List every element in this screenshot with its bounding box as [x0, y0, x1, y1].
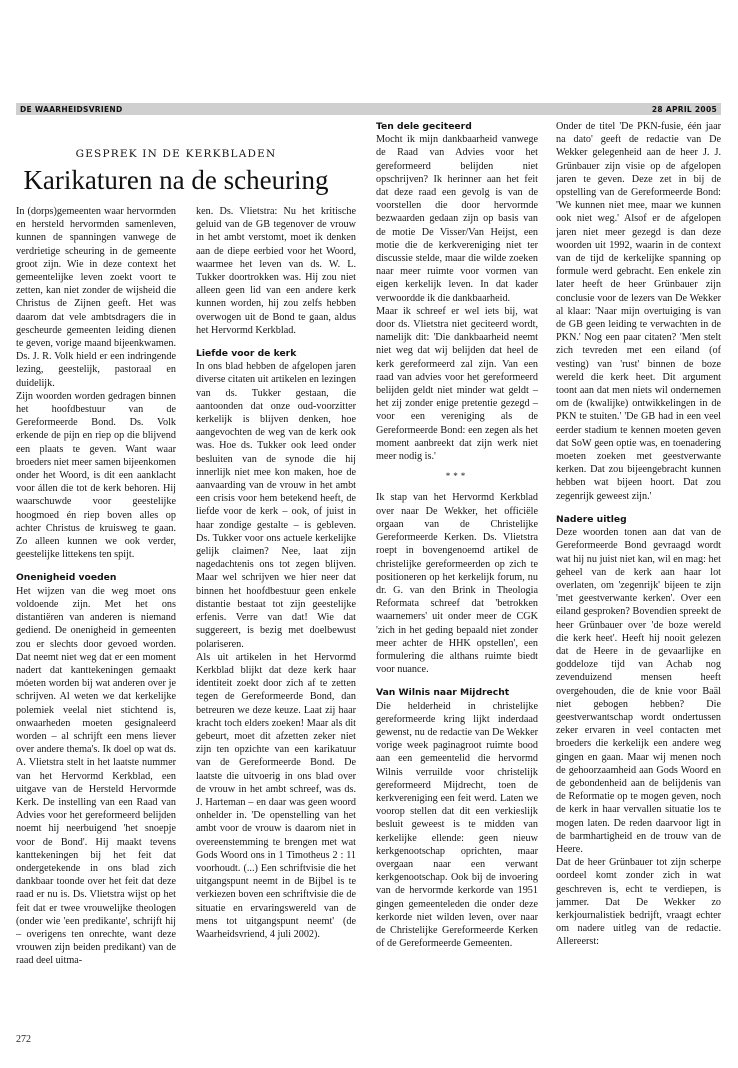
paragraph: Het wijzen van die weg moet ons voldoende zijn. Met het ons distantiëren van anderen is niemand gediend. De onenigheid in gemeenten zou er slechts door gevoed worden. Dat neemt niet weg dat er een moment nadert dat kanttekeningen gemaakt móeten worden bij wat anderen over je schrijven. Al weten we dat kerkelijke polemiek veelal niet stichtend is, onwaarheden moeten gesignaleerd worden – al schrijft een mens liever over andere thema's. Ik doel op wat ds. A. Vlietstra stelt in het laatste nummer van het Hervormd Kerkblad, een uitgave van de Hersteld Hervormde Kerk. De instelling van een Raad van Advies voor het gereformeerd belijden noemt hij neerbuigend 'het snoepje voor de Bond'. Hij maakt tevens kanttekeningen bij het feit dat ondergetekende in ons blad zich dankbaar toonde over het feit dat deze raad er nu is. Ds. Vlietstra wijst op het feit dat er twee vrouwelijke theologen (onder wie 'een predikante', schrijft hij – overigens ten onrechte, want deze vrouwen zijn beiden predikant) van de raad deel uitma-: [16, 585, 176, 967]
section-divider: ***: [445, 471, 469, 482]
paragraph: Maar ik schreef er wel iets bij, wat door ds. Vlietstra niet geciteerd wordt, namelijk dit: 'Die dankbaarheid neemt niet weg dat wij belijden dat heel de kerk gereformeerd zal zijn. Van een raad van advies voor het gereformeerd belijden geldt niet minder wat geldt – het zij zonder enige pretentie gezegd – voor een vereniging als de Gereformeerde Bond: een zegen als het moment aanbreekt dat zijn werk niet meer nodig is.': [376, 305, 538, 463]
section-heading: Van Wilnis naar Mijdrecht: [376, 687, 510, 699]
text-column-1: [16, 205, 176, 1040]
publication-name: DE WAARHEIDSVRIEND: [20, 104, 123, 114]
section-heading: Nadere uitleg: [556, 513, 627, 525]
paragraph: Dat de heer Grünbauer tot zijn scherpe oordeel komt zonder zich in wat geschreven is, echt te verdiepen, is jammer. Dat De Wekker zo kerkjournalistiek bedrijft, vraagt echter om nadere uitleg van de redactie. Allereerst:: [556, 857, 721, 948]
text-column-4: [556, 120, 721, 1040]
issue-date: 28 APRIL 2005: [651, 104, 717, 114]
article-kicker: GESPREK IN DE KERKBLADEN: [75, 148, 277, 160]
paragraph: In (dorps)gemeenten waar hervormden en hersteld hervormden samenleven, kunnen de spanningen vanwege de verdrietige scheuring in de gemeente groot zijn. Wie in deze context het gemeentelijke leven zoekt voort te zetten, kan niet zonder de wijsheid die Christus de Zijnen geeft. Het was daarom dat vele ambtsdragers die in gescheurde gemeenten leiding dienen te geven, vorige maand bijeenkwamen. Ds. J. R. Volk hield er een indringende lezing, geestelijk, pastoraal en duidelijk.: [16, 206, 176, 389]
page-number: 272: [16, 1034, 31, 1045]
running-header: [16, 103, 721, 115]
paragraph: Onder de titel 'De PKN-fusie, één jaar na dato' geeft de redactie van De Wekker gelegenheid aan de heer J. J. Grünbauer zijn visie op de afgelopen jaren te geven. Deze zet in bij de opstelling van de Gereformeerde Bond: 'We kunnen niet mee, maar we kunnen ook niet weg.' Alsof er de afgelopen jaren niet meer gezegd is dan deze woorden uit 1992, waarin in de context van de tijd de kerkelijke spanning op formule werd gebracht. Een enkele zin later heeft de heer Grünbauer zijn conclusie voor de lezers van De Wekker al klaar: 'Naar mijn overtuiging is van de GB geen leiding te verwachten in de PKN.' Nog een paar citaten? 'Men stelt zich tevreden met een eiland (of vesting) van 'rust' binnen de boze wereld die kerk heet. Dit argument toont aan dat men niets wil ondernemen om de (kwalijke) ontwikkelingen in de PKN te stuiten.' 'De GB had in een veel eerder stadium te kennen moeten geven dat SoW geen optie was, en toenadering moeten zoeken met geestverwante kerken. Dat zou bijeengebracht kunnen hebben wat bijeen hoort. Dat zou zegenrijk geweest zijn.': [556, 121, 721, 502]
paragraph: Deze woorden tonen aan dat van de Gereformeerde Bond gevraagd wordt wat hij nu juist niet kan, wil en mag: het geheel van de kerk aan haar lot overlaten, om 'zegenrijk' bijeen te zijn 'met geestverwante kerken'. Over een eiland gesproken? Bovendien spreekt de heer Grünbauer over 'de boze wereld die kerk heet'. Heeft hij nooit gelezen dat de Heere in de gevaarlijke en goddeloze tijd van Achab nog zevenduizend mensen heeft overgehouden, die de knie voor Baäl niet gebogen hebben? Die geestverwantschap wordt ondertussen zeker ervaren in veel contacten met broeders die kerkelijk een andere weg gingen en gaan. Maar wij menen noch de gehoorzaamheid aan Gods Woord en de gebondenheid aan de belijdenis van de Reformatie op te mogen geven, noch de kerk in haar vervallen situatie los te mogen laten. De reden daarvoor ligt in de barmhartigheid en de trouw van de Heere.: [556, 527, 721, 855]
section-heading: Onenigheid voeden: [16, 572, 117, 584]
text-column-2: [196, 205, 356, 1040]
paragraph: Als uit artikelen in het Hervormd Kerkblad blijkt dat deze kerk haar identiteit zoekt door zich af te zetten tegen de Gereformeerde Bond, dan betreuren we deze keuze. Laat zij haar kracht toch elders zoeken! Maar als dit gebeurt, moet dit afzetten zeker niet zijn ten opzichte van een karikatuur van de Gereformeerde Bond. De laatste die uitvoerig in ons blad over de vrouw in het ambt schreef, was ds. J. Harteman – en daar was geen woord onhelder in. 'De openstelling van het ambt voor de vrouw is daarom niet in overeenstemming te brengen met wat Gods Woord ons in 1 Timotheus 2 : 11 voorhoudt. (...) Een schriftvisie die het uitgangspunt neemt in de Bijbel is te verkiezen boven een schriftvisie die de situatie en ervaringswereld van de mens tot uitgangspunt neemt' (de Waarheidsvriend, 4 juli 2002).: [196, 651, 356, 940]
paragraph: Zijn woorden worden gedragen binnen het hoofdbestuur van de Gereformeerde Bond. Ds. Volk erkende de pijn en riep op die blijvend een plaats te geven. Want waar broeders niet meer samen bijeenkomen onder het Woord, is dit een aanklacht voor állen die tot de kerk behoren. Hij waarschuwde voor geestelijke hoogmoed én riep boven alles op achter Christus de kruisweg te gaan. Zo alleen kunnen we ook verder, geestelijke littekens ten spijt.: [16, 390, 176, 561]
article-title: Karikaturen na de scheuring: [23, 165, 329, 195]
paragraph: ken. Ds. Vlietstra: Nu het kritische geluid van de GB tegenover de vrouw in het ambt verstomt, moet ik denken aan de diepe eerbied voor het Woord, waarmee het leven van ds. W. L. Tukker doortrokken was. Hij zou niet alleen geen lid van een andere kerk kunnen worden, hij zou zelfs hebben overwogen uit de Bond te gaan, aldus het Hervormd Kerkblad.: [196, 206, 356, 336]
section-heading: Liefde voor de kerk: [196, 348, 297, 360]
paragraph: In ons blad hebben de afgelopen jaren diverse citaten uit artikelen en lezingen van ds. Tukker gestaan, die aantoonden dat onze oud-voorzitter kerkelijk is blijven denken, hoe aangevochten de weg van de kerk ook was. Hoe ds. Tukker ook leed onder besluiten van de synode die hij innerlijk niet mee kon maken, hoe de aanvaarding van de vrouw in het ambt een crisis voor hem betekend heeft, de liefde voor de kerk – ook, of juist in haar zondige gestalte – is gebleven. Ds. Tukker voor ons actuele kerkelijke gelijk claimen? Nee, laat zijn nagedachtenis ons tot zegen blijven. Maar wel schrijven we hier neer dat binnen het hoofdbestuur geen enkele distantie bestaat tot zijn geestelijke erfenis. Verre van dat! Wie dat suggereert, is bezig met doelbewust polariseren.: [196, 361, 356, 650]
paragraph: Die helderheid in christelijke gereformeerde kring lijkt inderdaad gewenst, nu de redactie van De Wekker vorige week paginagroot ruimte bood aan een gemeentelid die hervormd Wilnis verruilde voor christelijk gereformeerd Mijdrecht, toen de kerkvereniging een feit werd. Laten we voorop stellen dat dit een verkieslijk besluit geweest is te midden van kerkelijke ellende: geen nieuw kerkgenootschap oprichten, maar overgaan naar een verwant kerkgenootschap. Ook bij de invoering van de hervormde kerkorde van 1951 gingen gemeenteleden die onder deze kerkorde niet wilden leven, over naar de Christelijke Gereformeerde Kerken of de Gereformeerde Gemeenten.: [376, 700, 538, 950]
section-heading: Ten dele geciteerd: [376, 121, 472, 132]
paragraph: Mocht ik mijn dankbaarheid vanwege de Raad van Advies voor het gereformeerd belijden niet opschrijven? Ik herinner aan het feit dat deze raad een gevolg is van de voorstellen die door hervormde bezwaarden gedaan zijn op basis van de motie De Visser/Van Heijst, een motie die de kerkvereniging niet ter discussie stelde, maar die wilde zoeken naar meer ruimte voor vormen van eigen kerkelijk leven. In dat kader verwoordde ik die dankbaarheid.: [376, 134, 538, 304]
text-column-3: [376, 120, 538, 1040]
paragraph: Ik stap van het Hervormd Kerkblad over naar De Wekker, het officiële orgaan van de Christelijke Gereformeerde Kerken. Ds. Vlietstra roept in bovengenoemd artikel de christelijke gereformeerden op zich te positioneren op het kerkelijk forum, nu dr. G. van den Brink in Theologia Reformata schreef dat 'betrokken waarnemers' uit onder meer de CGK 'zich in het geding bepaald niet zonder meer achter de HHK opstellen', een formulering die althans ruimte biedt voor nuance.: [376, 492, 538, 676]
